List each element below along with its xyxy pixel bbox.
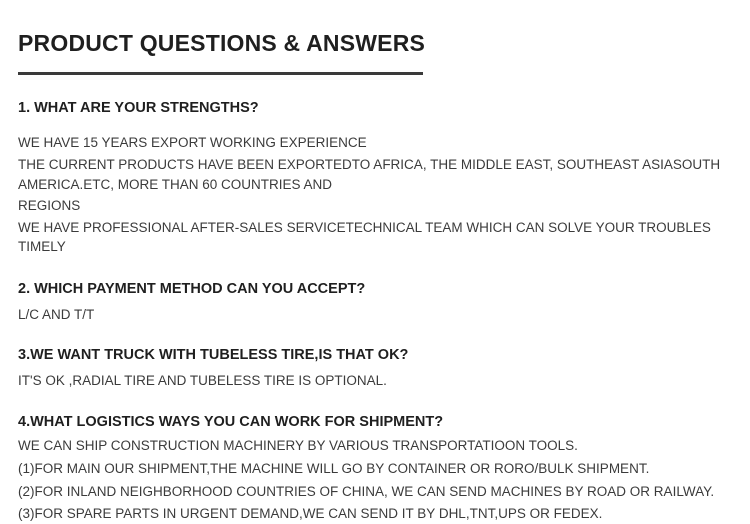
question-heading-2: 2. WHICH PAYMENT METHOD CAN YOU ACCEPT? xyxy=(18,280,366,297)
answer-line: REGIONS xyxy=(18,198,81,214)
answer-line: (2)FOR INLAND NEIGHBORHOOD COUNTRIES OF CHINA, WE CAN SEND MACHINES BY ROAD OR RAILWAY. xyxy=(18,483,715,499)
answer-line: WE HAVE 15 YEARS EXPORT WORKING EXPERIENCE xyxy=(18,135,367,151)
answer-group-3 xyxy=(18,371,734,391)
answer-group-4 xyxy=(18,436,734,523)
title-divider xyxy=(18,72,423,75)
answer-group-2 xyxy=(18,305,734,325)
qa-block-3 xyxy=(18,346,734,390)
qa-block-2 xyxy=(18,280,734,324)
answer-line: WE HAVE PROFESSIONAL AFTER-SALES SERVICETECHNICAL TEAM WHICH CAN SOLVE YOUR TROUBLES TIMELY xyxy=(18,219,711,255)
question-heading-3: 3.WE WANT TRUCK WITH TUBELESS TIRE,IS THAT OK? xyxy=(18,347,409,364)
answer-group-1 xyxy=(18,133,734,256)
answer-line: WE CAN SHIP CONSTRUCTION MACHINERY BY VARIOUS TRANSPORTATIOON TOOLS. xyxy=(18,438,578,454)
qa-block-1 xyxy=(18,99,734,257)
qa-block-4 xyxy=(18,413,734,524)
answer-line: THE CURRENT PRODUCTS HAVE BEEN EXPORTEDTO AFRICA, THE MIDDLE EAST, SOUTHEAST ASIASOUTH AMERICA.ETC, MORE THAN 60 COUNTRIES AND xyxy=(18,157,721,192)
answer-line: IT'S OK ,RADIAL TIRE AND TUBELESS TIRE IS OPTIONAL. xyxy=(18,373,387,389)
question-heading-1: 1. WHAT ARE YOUR STRENGTHS? xyxy=(18,99,259,116)
answer-line: (3)FOR SPARE PARTS IN URGENT DEMAND,WE CAN SEND IT BY DHL,TNT,UPS OR FEDEX. xyxy=(18,506,603,522)
question-heading-4: 4.WHAT LOGISTICS WAYS YOU CAN WORK FOR SHIPMENT? xyxy=(18,413,444,430)
answer-line: L/C AND T/T xyxy=(18,306,95,322)
answer-line: (1)FOR MAIN OUR SHIPMENT,THE MACHINE WILL GO BY CONTAINER OR RORO/BULK SHIPMENT. xyxy=(18,461,650,477)
page-title: PRODUCT QUESTIONS & ANSWERS xyxy=(18,30,426,56)
